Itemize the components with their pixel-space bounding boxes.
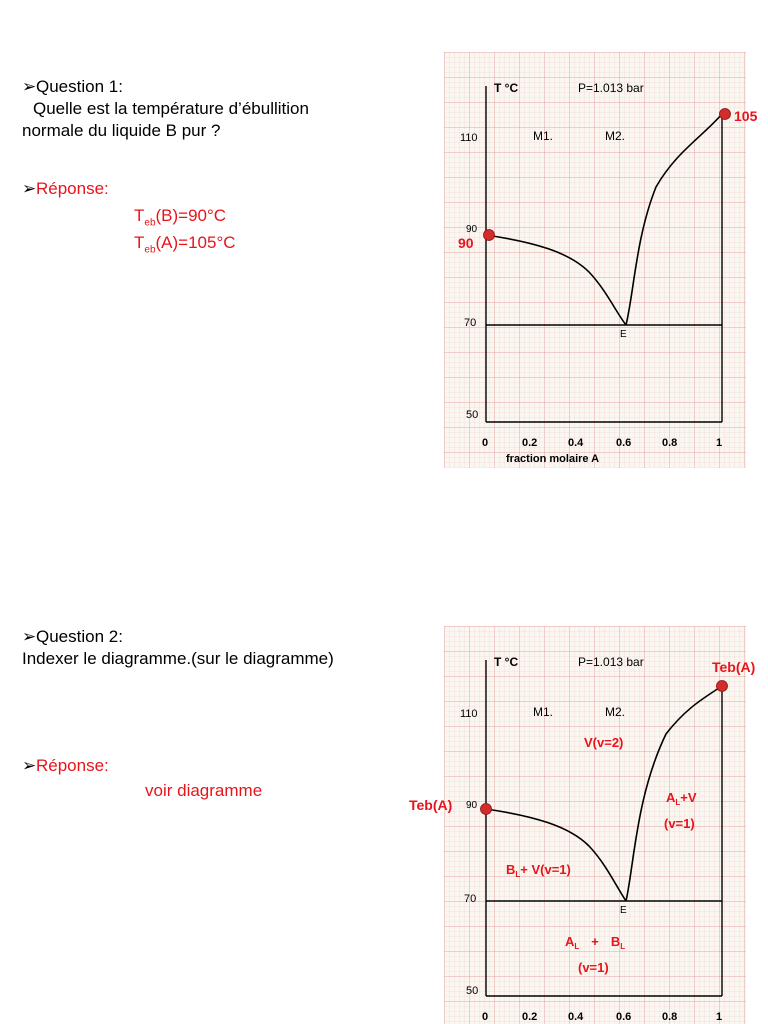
- y-tick-110: 110: [460, 708, 478, 720]
- al-bl-variance-label: (v=1): [578, 960, 609, 975]
- bl-v-region-label: $B_L+ V(v=1)$: [506, 862, 571, 879]
- x-tick-0-4: 0.4: [568, 437, 584, 449]
- question-1-line2: normale du liquide B pur ?: [22, 121, 221, 140]
- x-tick-0-2: 0.2: [522, 437, 538, 449]
- y-tick-90: 90: [466, 224, 478, 235]
- pressure-label: P=1.013 bar: [578, 81, 644, 95]
- value-90-label: 90: [458, 235, 474, 251]
- y-tick-50: 50: [466, 985, 479, 997]
- x-tick-1: 1: [716, 437, 723, 449]
- question-1-line1: Quelle est la température d’ébullition: [33, 99, 309, 118]
- arrow-bullet-icon: ➢: [22, 756, 37, 775]
- teb-left-marker: [481, 804, 492, 815]
- teb-right-label: Teb(A): [712, 659, 756, 675]
- arrow-bullet-icon: ➢: [22, 179, 37, 198]
- x-tick-1: 1: [716, 1011, 723, 1023]
- phase-diagram-1: [444, 52, 758, 468]
- x-tick-0: 0: [482, 1011, 489, 1023]
- y-tick-50: 50: [466, 409, 479, 421]
- y-tick-70: 70: [464, 893, 477, 905]
- temperature-axis-label: T °C: [494, 655, 519, 669]
- teb-left-label: Teb(A): [409, 797, 453, 813]
- al-v-variance-label: (v=1): [664, 816, 695, 831]
- y-tick-110: 110: [460, 132, 478, 144]
- question-2-block: [22, 626, 334, 670]
- arrow-bullet-icon: ➢: [22, 77, 37, 96]
- x-tick-0-8: 0.8: [662, 1011, 678, 1023]
- answer-1-label: ➢Réponse:: [22, 179, 109, 198]
- answer-2-label: ➢Réponse:: [22, 756, 109, 775]
- answer-1-line2: $T_{eb}(A)=105^\circ C$: [134, 233, 236, 256]
- point-m2-label: M2.: [605, 129, 626, 143]
- pressure-label: P=1.013 bar: [578, 655, 644, 669]
- teb-right-marker: [717, 681, 728, 692]
- x-axis-title: fraction molaire A: [506, 453, 600, 465]
- y-tick-90: 90: [466, 800, 478, 811]
- teb-b-marker: [484, 230, 495, 241]
- x-tick-0: 0: [482, 437, 489, 449]
- point-m1-label: M1.: [533, 129, 554, 143]
- value-105-label: 105: [734, 108, 758, 124]
- x-tick-0-4: 0.4: [568, 1011, 584, 1023]
- x-tick-0-6: 0.6: [616, 1011, 632, 1023]
- temperature-axis-label: T °C: [494, 81, 519, 95]
- y-tick-70: 70: [464, 317, 477, 329]
- x-tick-0-2: 0.2: [522, 1011, 538, 1023]
- al-bl-region-label: $A_L + B_L$: [565, 934, 626, 951]
- point-m2-label: M2.: [605, 705, 626, 719]
- answer-2-text: voir diagramme: [145, 781, 263, 800]
- phase-diagram-2: [444, 626, 746, 1024]
- question-2-title: ➢Question 2:: [22, 627, 123, 646]
- question-2-line1: Indexer le diagramme.(sur le diagramme): [22, 649, 334, 668]
- x-tick-0-8: 0.8: [662, 437, 678, 449]
- question-1-title: ➢Question 1:: [22, 77, 123, 96]
- phase-diagram-2-svg: [444, 626, 746, 1024]
- eutectic-label: E: [620, 329, 627, 340]
- phase-diagram-1-svg: [444, 52, 758, 468]
- answer-1-line1: $T_{eb}(B)=90^\circ C$: [134, 206, 227, 229]
- teb-a-marker: [720, 109, 731, 120]
- vapor-region-label: V(v=2): [584, 735, 624, 750]
- point-m1-label: M1.: [533, 705, 554, 719]
- eutectic-label: E: [620, 905, 627, 916]
- arrow-bullet-icon: ➢: [22, 627, 37, 646]
- question-1-block: [22, 76, 309, 142]
- x-tick-0-6: 0.6: [616, 437, 632, 449]
- al-v-region-label: $A_L+V$: [666, 790, 697, 807]
